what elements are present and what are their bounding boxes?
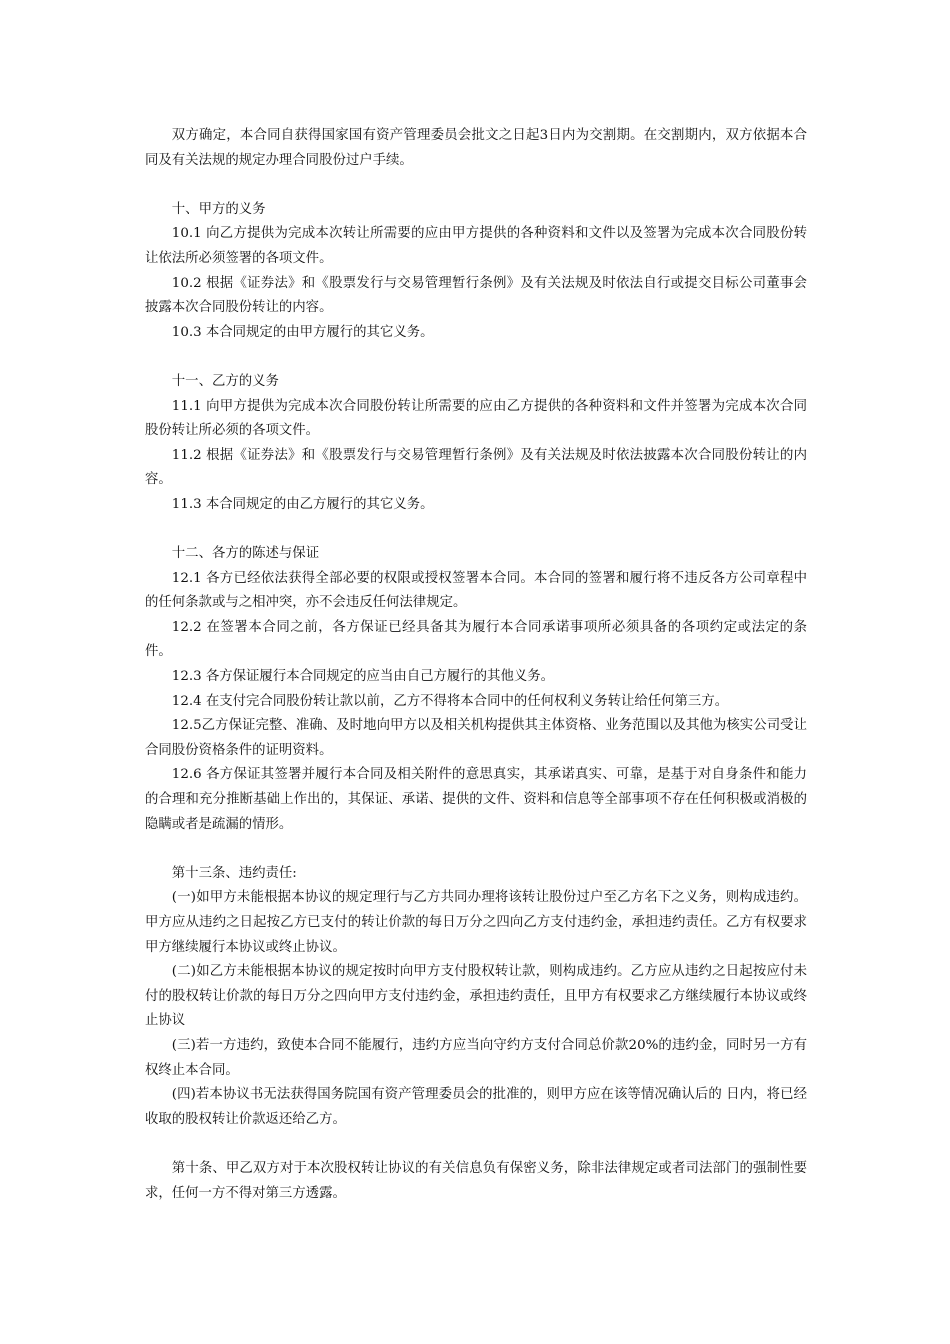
section-10-heading: 十、甲方的义务 [171,201,266,217]
section-gap [145,1132,807,1157]
section-gap [145,837,807,862]
section-12-heading: 十二、各方的陈述与保证 [171,546,320,562]
liability-clause-4: (四)若本协议书无法获得国务院国有资产管理委员会的批准的，则甲方应在该等情况确认后的 日内，将已经收取的股权转让价款返还给乙方。 [145,1087,807,1127]
clause-10-1: 10.1 向乙方提供为完成本次转让所需要的应由甲方提供的各种资料和文件以及签署为完成本次合同股份转让依法所必须签署的各项文件。 [145,226,807,266]
clause-12-5: 12.5乙方保证完整、准确、及时地向甲方以及相关机构提供其主体资格、业务范围以及其他为核实公司受让合同股份资格条件的证明资料。 [145,718,807,758]
liability-clause-1: (一)如甲方未能根据本协议的规定理行与乙方共同办理将该转让股份过户至乙方名下之义务，则构成违约。甲方应从违约之日起按乙方已支付的转让价款的每日万分之四向乙方支付违约金，承担违约责任。乙方有权要求甲方继续履行本协议或终止协议。 [145,890,807,955]
clause-12-1: 12.1 各方已经依法获得全部必要的权限或授权签署本合同。本合同的签署和履行将不违反各方公司章程中的任何条款或与之相冲突，亦不会违反任何法律规定。 [145,570,807,611]
section-gap [145,518,807,543]
clause-12-6: 12.6 各方保证其签署并履行本合同及相关附件的意思真实，其承诺真实、可靠，是基于对自身条件和能力的合理和充分推断基础上作出的，其保证、承诺、提供的文件、资料和信息等全部事项不存在任何积极或消极的隐瞒或者是疏漏的情形。 [145,767,807,832]
section-13-heading: 第十三条、违约责任: [171,865,297,881]
section-gap [145,345,807,370]
section-11-heading: 十一、乙方的义务 [171,373,279,389]
liability-clause-2: (二)如乙方未能根据本协议的规定按时向甲方支付股权转让款，则构成违约。乙方应从违约之日起按应付未付的股权转让价款的每日万分之四向甲方支付违约金，承担违约责任，且甲方有权要求乙方继续履行本协议或终止协议 [145,964,807,1029]
clause-12-3: 12.3 各方保证履行本合同规定的应当由自己方履行的其他义务。 [171,669,555,685]
clause-10-3: 10.3 本合同规定的由甲方履行的其它义务。 [171,324,434,340]
section-gap [145,173,807,198]
handover-paragraph: 双方确定，本合同自获得国家国有资产管理委员会批文之日起3日内为交割期。在交割期内，双方依据本合同及有关法规的规定办理合同股份过户手续。 [145,128,807,168]
clause-10-2: 10.2 根据《证券法》和《股票发行与交易管理暂行条例》及有关法规及时依法自行或提交目标公司董事会披露本次合同股份转让的内容。 [145,275,807,316]
clause-11-3: 11.3 本合同规定的由乙方履行的其它义务。 [171,496,434,512]
document-page [145,124,807,1206]
clause-11-1: 11.1 向甲方提供为完成本次合同股份转让所需要的应由乙方提供的各种资料和文件并签署为完成本次合同股份转让所必须的各项文件。 [145,398,807,439]
clause-12-4: 12.4 在支付完合同股份转让款以前，乙方不得将本合同中的任何权利义务转让给任何第三方。 [171,693,729,709]
confidentiality-clause: 第十条、甲乙双方对于本次股权转让协议的有关信息负有保密义务，除非法律规定或者司法部门的强制性要求，任何一方不得对第三方透露。 [145,1160,807,1201]
clause-11-2: 11.2 根据《证券法》和《股票发行与交易管理暂行条例》及有关法规及时依法披露本次合同股份转让的内容。 [145,447,807,488]
liability-clause-3: (三)若一方违约，致使本合同不能履行，违约方应当向守约方支付合同总价款20%的违约金，同时另一方有权终止本合同。 [145,1037,807,1078]
clause-12-2: 12.2 在签署本合同之前，各方保证已经具备其为履行本合同承诺事项所必须具备的各项约定或法定的条件。 [145,619,807,660]
